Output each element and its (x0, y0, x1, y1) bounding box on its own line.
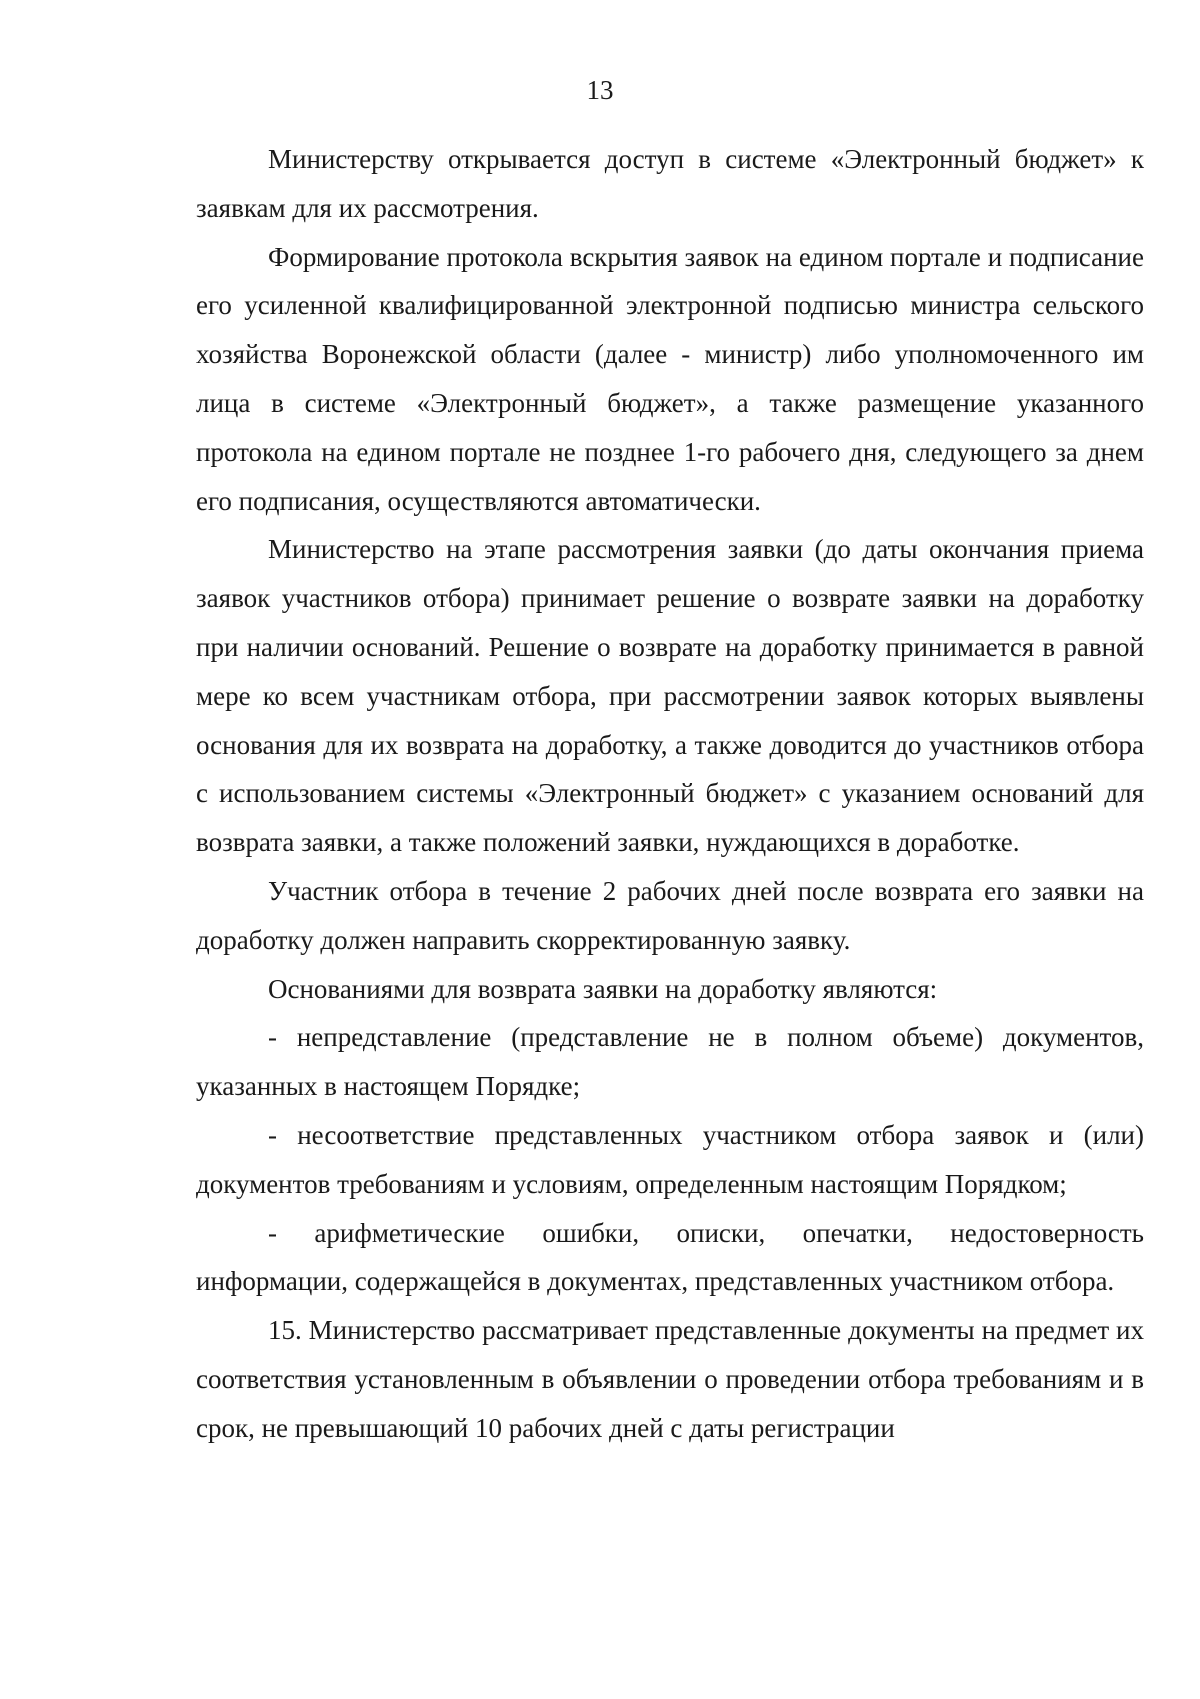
list-item-errors: - арифметические ошибки, описки, опечатки, недостоверность информации, содержащейся в документах, представленных участником отбора. (196, 1217, 1144, 1297)
page-number: 13 (586, 75, 614, 105)
list-item-noncompliance: - несоответствие представленных участником отбора заявок и (или) документов требованиям и условиям, определенным настоящим Порядком; (196, 1119, 1144, 1199)
paragraph-return-decision: Министерство на этапе рассмотрения заявки (до даты окончания приема заявок участников отбора) принимает решение о возврате заявки на доработку при наличии оснований. Решение о возврате на доработку принимается в равной мере ко всем участникам отбора, при рассмотрении заявок которых выявлены основания для их возврата на доработку, а также доводится до участников отбора с использованием системы «Электронный бюджет» с указанием оснований для возврата заявки, а также положений заявки, нуждающихся в доработке. (196, 534, 1144, 858)
paragraph-section-15: 15. Министерство рассматривает представленные документы на предмет их соответствия установленным в объявлении о проведении отбора требованиям и в срок, не превышающий 10 рабочих дней с даты регистрации (196, 1315, 1144, 1443)
paragraph-protocol: Формирование протокола вскрытия заявок на едином портале и подписание его усиленной квалифицированной электронной подписью министра сельского хозяйства Воронежской области (далее - министр) либо уполномоченного им лица в системе «Электронный бюджет», а также размещение указанного протокола на едином портале не позднее 1-го рабочего дня, следующего за днем его подписания, осуществляются автоматически. (196, 241, 1144, 516)
list-item-nonsubmission: - непредставление (представление не в полном объеме) документов, указанных в настоящем Порядке; (196, 1022, 1144, 1102)
paragraph-access: Министерству открывается доступ в системе «Электронный бюджет» к заявкам для их рассмотрения. (196, 144, 1144, 223)
paragraph-resubmission: Участник отбора в течение 2 рабочих дней после возврата его заявки на доработку должен направить скорректированную заявку. (196, 875, 1144, 955)
paragraph-grounds-heading: Основаниями для возврата заявки на доработку являются: (268, 973, 938, 1004)
document-body (196, 135, 1144, 1453)
